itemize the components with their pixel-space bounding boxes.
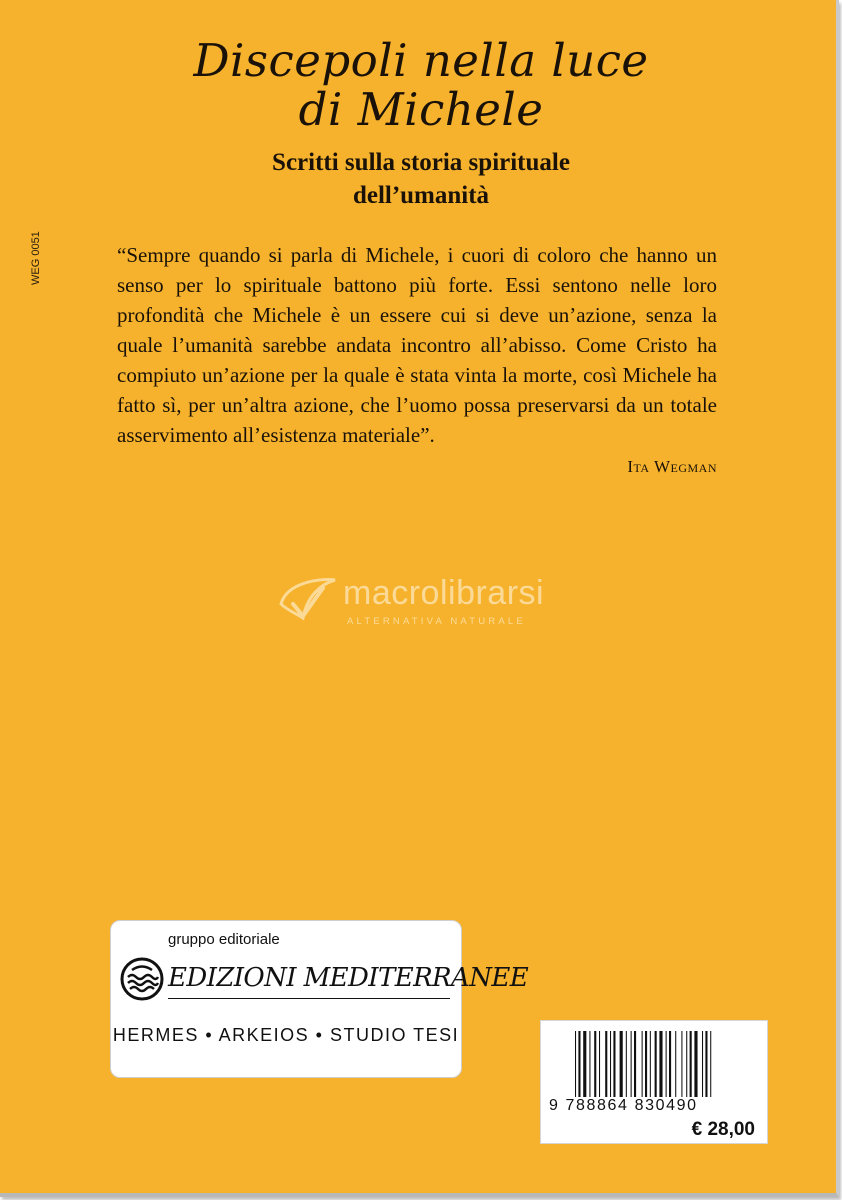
macrolibrarsi-watermark xyxy=(277,574,577,634)
barcode-icon xyxy=(575,1031,731,1097)
catalog-code: WEG 0051 xyxy=(30,231,42,285)
publisher-divider xyxy=(168,998,450,999)
publisher-imprints: HERMES • ARKEIOS • STUDIO TESI xyxy=(112,1025,460,1045)
book-title-line-2: di Michele xyxy=(298,83,544,136)
back-cover-quote: “Sempre quando si parla di Michele, i cuori di coloro che hanno un senso per lo spirituale battono più forte. Essi sentono nelle loro profondità che Michele è un essere cui si deve un’azione, senza la quale l’umanità sarebbe andata incontro all’abisso. Come Cristo ha compiuto un’azione per la quale è stata vinta la morte, così Michele ha fatto sì, per un’altra azione, che l’uomo possa preservarsi da un totale asservimento all’esistenza materiale”. xyxy=(117,243,717,447)
watermark-name: macrolibrarsi xyxy=(343,574,545,612)
book-title-line-1: Discepoli nella luce xyxy=(193,34,649,87)
watermark-tagline: ALTERNATIVA NATURALE xyxy=(347,616,526,627)
publisher-box xyxy=(110,920,529,1078)
publisher-group-label: gruppo editoriale xyxy=(168,931,280,948)
price: € 28,00 xyxy=(691,1119,755,1140)
book-subtitle-line-2: dell’umanità xyxy=(352,182,490,209)
barcode-box xyxy=(540,1020,768,1144)
isbn-digits: 9 788864 830490 xyxy=(549,1097,698,1114)
leaf-check-icon xyxy=(277,574,339,632)
book-subtitle-line-1: Scritti sulla storia spirituale xyxy=(272,149,570,176)
quote-author: Ita Wegman xyxy=(627,457,717,476)
waves-circle-logo-icon xyxy=(120,957,164,1001)
publisher-name: EDIZIONI MEDITERRANEE xyxy=(168,963,529,993)
